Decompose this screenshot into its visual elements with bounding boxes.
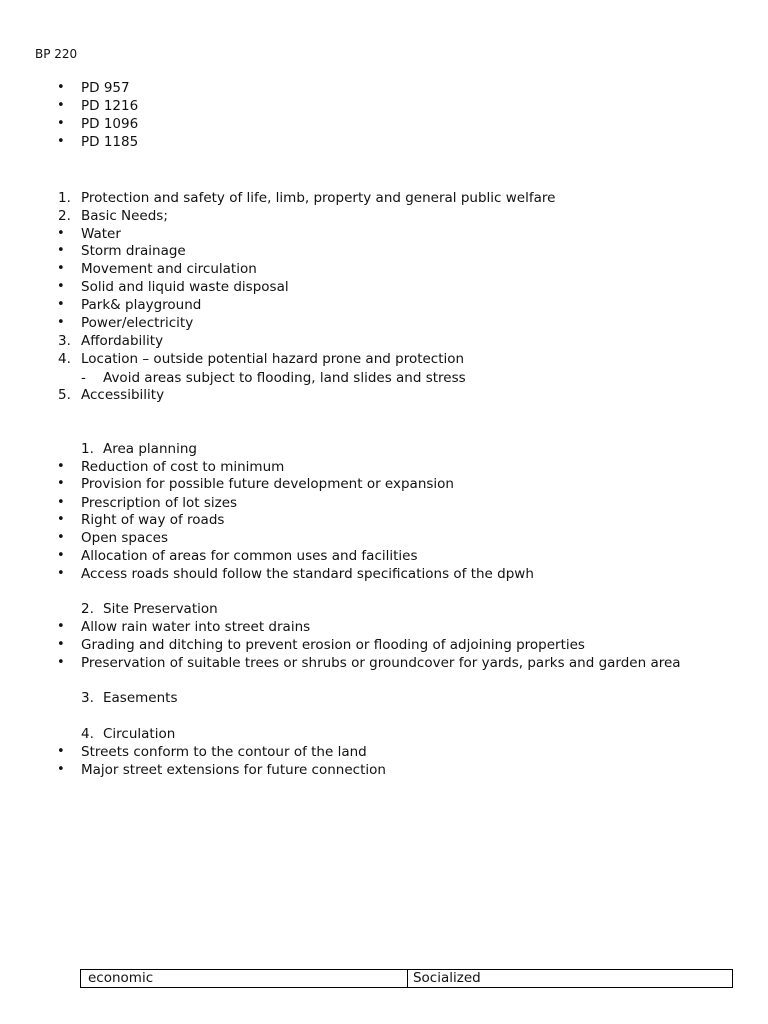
list-marker: • <box>57 279 65 294</box>
list-item: Park& playground <box>81 297 202 313</box>
list-item: Basic Needs; <box>81 208 168 224</box>
list-marker: • <box>57 261 65 276</box>
list-item: Access roads should follow the standard specifications of the dpwh <box>81 566 534 582</box>
list-item: Right of way of roads <box>81 512 225 528</box>
section-heading: Easements <box>103 690 178 706</box>
list-item: Allocation of areas for common uses and facilities <box>81 548 418 564</box>
bullet-marker: • <box>57 548 65 563</box>
list-marker: • <box>57 226 65 241</box>
table-cell: Socialized <box>407 970 732 988</box>
list-marker: • <box>57 297 65 312</box>
list-item: Reduction of cost to minimum <box>81 459 285 475</box>
list-marker: 1. <box>58 190 71 206</box>
list-marker: 4. <box>58 351 71 367</box>
section-heading: Site Preservation <box>103 601 218 617</box>
list-item: Solid and liquid waste disposal <box>81 279 289 295</box>
list-marker: - <box>81 370 86 386</box>
bullet-marker: • <box>57 80 65 95</box>
bullet-marker: • <box>57 98 65 113</box>
bullet-marker: • <box>57 116 65 131</box>
list-item: Movement and circulation <box>81 261 257 277</box>
list-marker: 3. <box>58 333 71 349</box>
list-item: Affordability <box>81 333 164 349</box>
bullet-marker: • <box>57 512 65 527</box>
bullet-marker: • <box>57 495 65 510</box>
section-number: 2. <box>81 601 94 617</box>
bullet-marker: • <box>57 134 65 149</box>
bullet-marker: • <box>57 459 65 474</box>
section-heading: Circulation <box>103 726 176 742</box>
section-number: 1. <box>81 441 94 457</box>
list-item: Water <box>81 226 121 242</box>
bullet-marker: • <box>57 744 65 759</box>
list-item: PD 1185 <box>81 134 139 150</box>
list-item: Accessibility <box>81 387 165 403</box>
document-title: BP 220 <box>35 47 78 61</box>
bullet-marker: • <box>57 762 65 777</box>
housing-type-table <box>80 969 733 988</box>
bullet-marker: • <box>57 566 65 581</box>
list-item: Preservation of suitable trees or shrubs or groundcover for yards, parks and garden area <box>81 655 681 671</box>
section-number: 3. <box>81 690 94 706</box>
list-item: Streets conform to the contour of the land <box>81 744 367 760</box>
table-cell: economic <box>81 970 408 988</box>
bullet-marker: • <box>57 530 65 545</box>
list-item: Allow rain water into street drains <box>81 619 311 635</box>
list-item: Major street extensions for future connection <box>81 762 386 778</box>
bullet-marker: • <box>57 655 65 670</box>
section-heading: Area planning <box>103 441 197 457</box>
list-item: Provision for possible future development or expansion <box>81 476 454 492</box>
table-row <box>81 970 733 988</box>
list-item: Location – outside potential hazard prone and protection <box>81 351 465 367</box>
list-item: Protection and safety of life, limb, property and general public welfare <box>81 190 556 206</box>
list-item: PD 957 <box>81 80 130 96</box>
section-number: 4. <box>81 726 94 742</box>
list-marker: 5. <box>58 387 71 403</box>
list-marker: • <box>57 315 65 330</box>
list-item: Prescription of lot sizes <box>81 495 238 511</box>
list-item: PD 1096 <box>81 116 139 132</box>
list-item: Storm drainage <box>81 243 186 259</box>
list-item: Power/electricity <box>81 315 194 331</box>
list-item: PD 1216 <box>81 98 139 114</box>
bullet-marker: • <box>57 619 65 634</box>
list-marker: 2. <box>58 208 71 224</box>
list-marker: • <box>57 243 65 258</box>
list-item: Open spaces <box>81 530 168 546</box>
bullet-marker: • <box>57 476 65 491</box>
list-item: Avoid areas subject to flooding, land slides and stress <box>103 370 466 386</box>
list-item: Grading and ditching to prevent erosion or flooding of adjoining properties <box>81 637 585 653</box>
bullet-marker: • <box>57 637 65 652</box>
